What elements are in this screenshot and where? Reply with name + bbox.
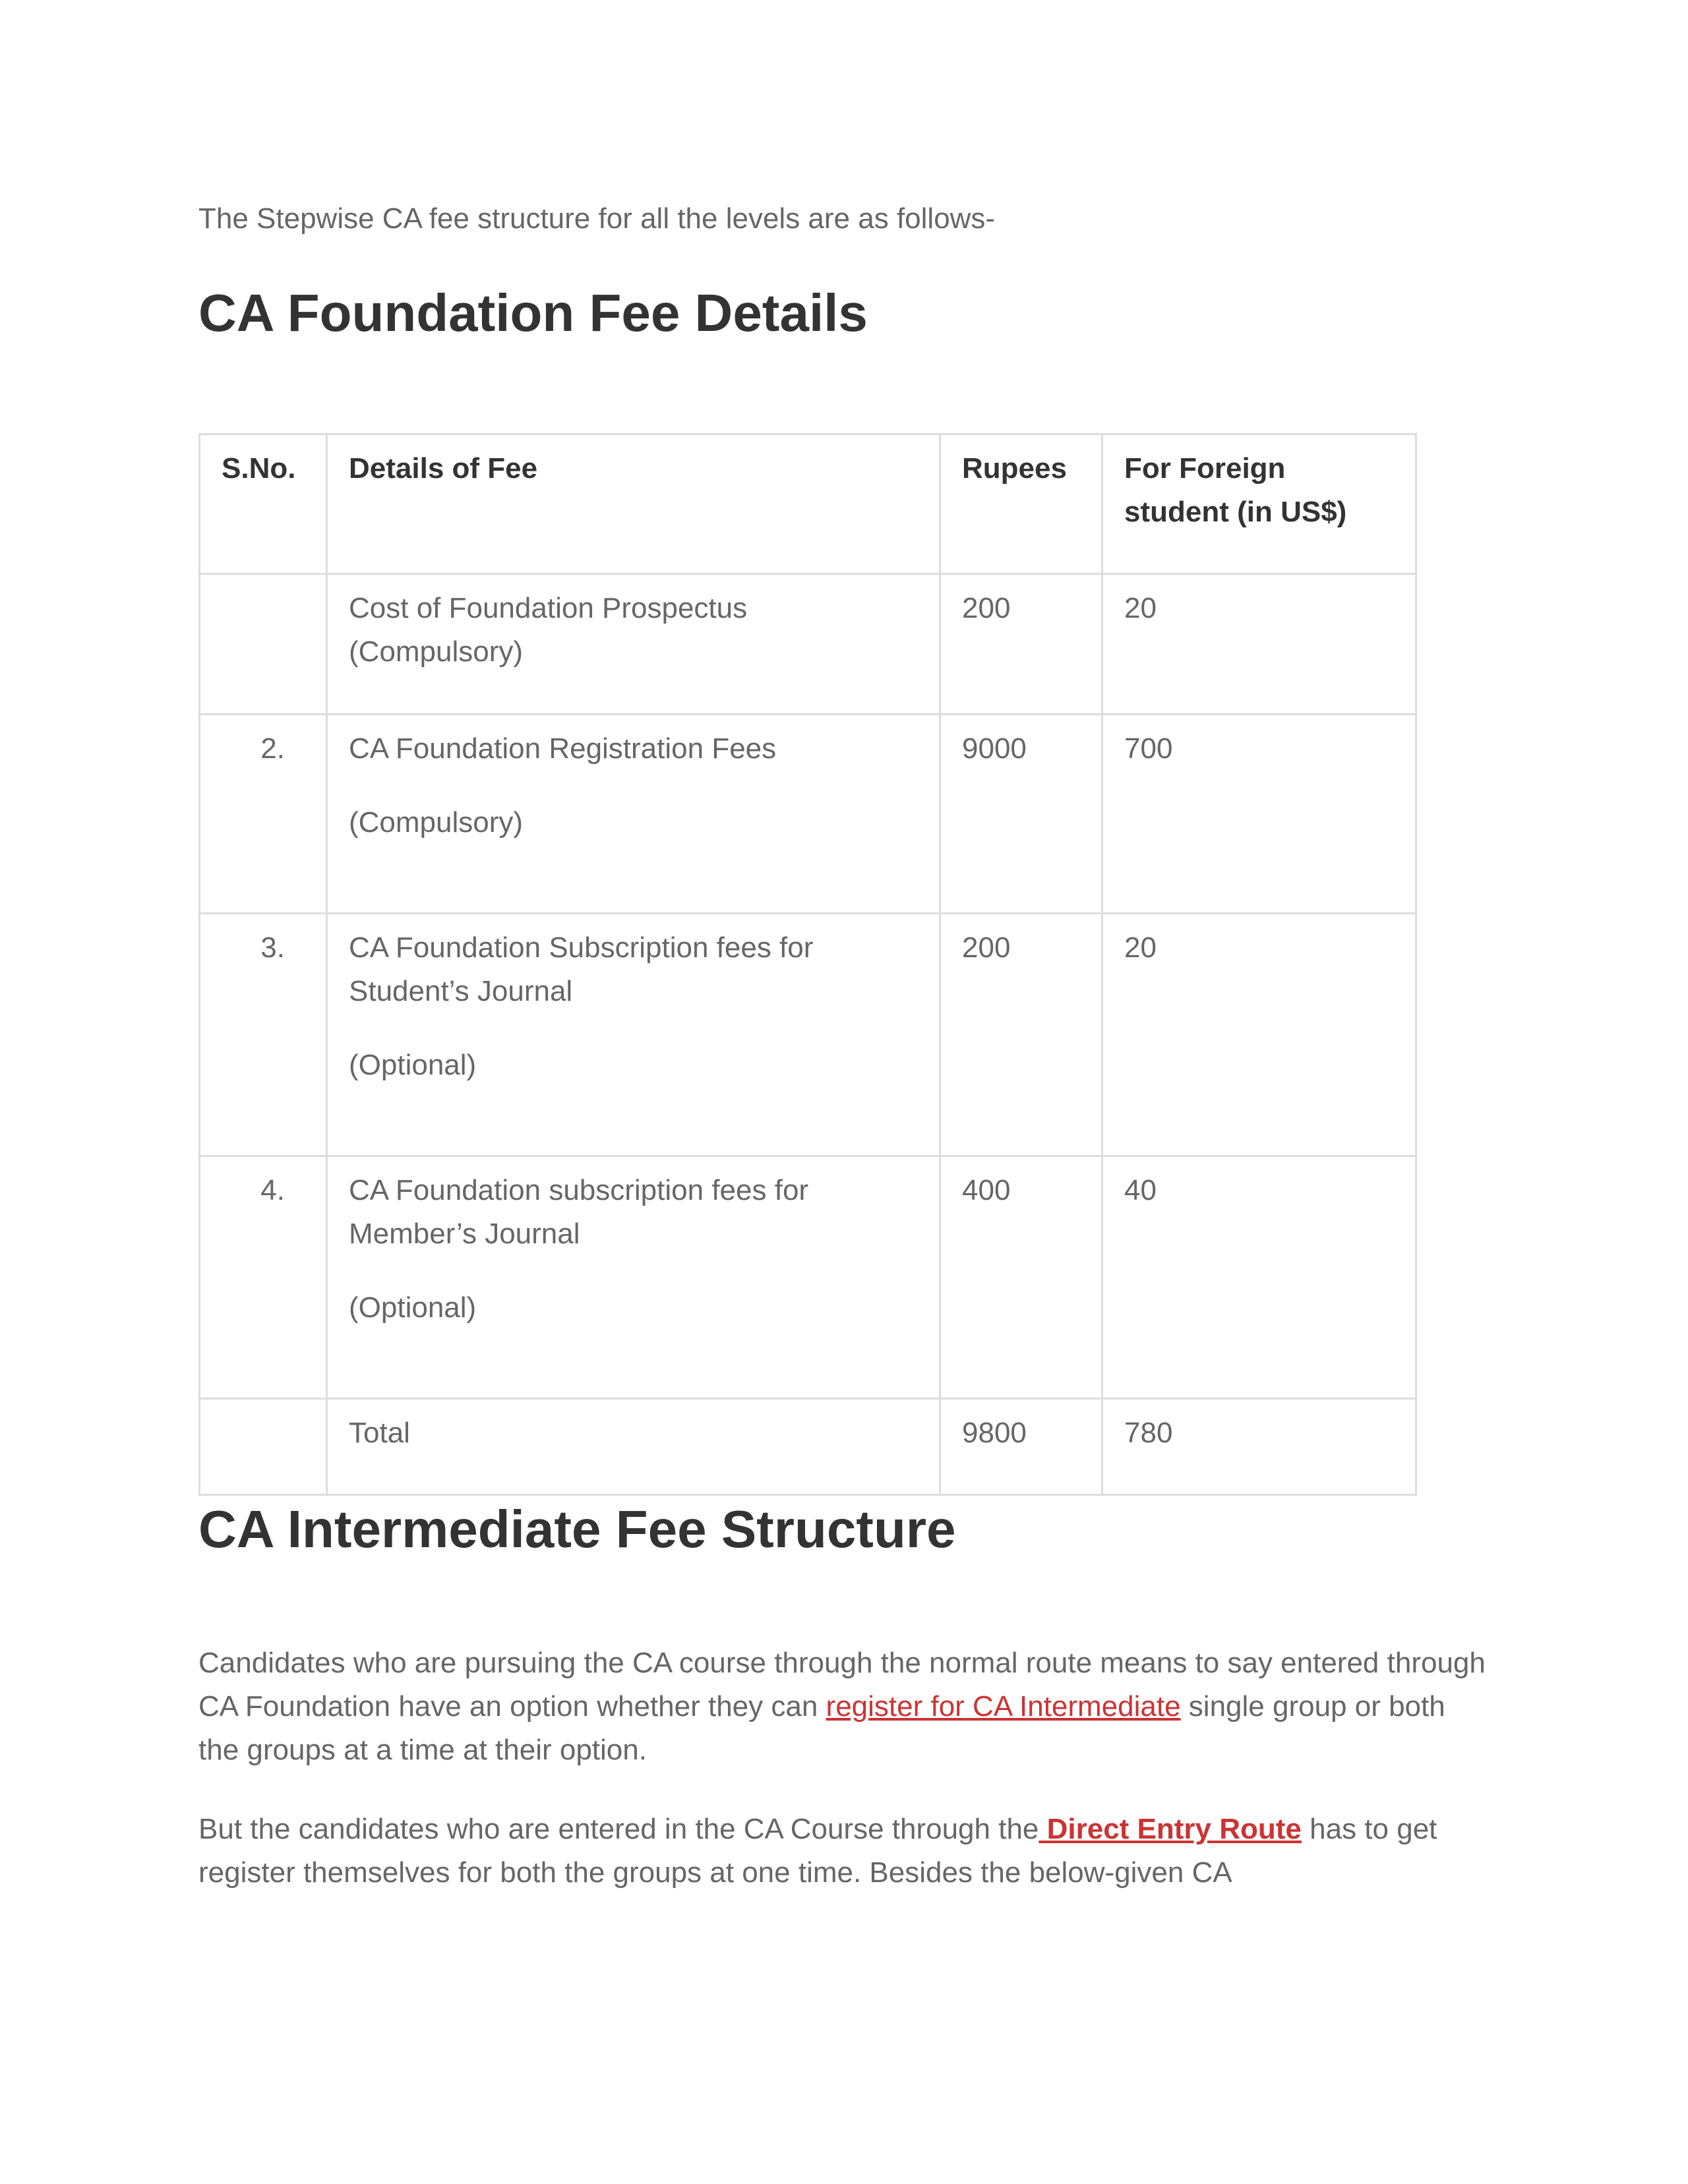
fee-name: CA Foundation subscription fees for Member’s Journal	[349, 1174, 809, 1250]
intermediate-paragraph-2	[198, 1808, 1491, 1895]
cell-foreign: 20	[1102, 574, 1416, 715]
table-total-row	[200, 1399, 1416, 1495]
header-details: Details of Fee	[327, 434, 940, 574]
header-foreign: For Foreign student (in US$)	[1102, 434, 1416, 574]
direct-entry-route-link[interactable]: Direct Entry Route	[1039, 1813, 1302, 1845]
table-header-row	[200, 434, 1416, 574]
cell-details	[327, 715, 940, 914]
cell-foreign: 700	[1102, 715, 1416, 914]
paragraph-text: has to get register themselves for both the groups at one time. Besides the below-given CA	[198, 1813, 1437, 1889]
table-row	[200, 715, 1416, 914]
register-ca-intermediate-link[interactable]: register for CA Intermediate	[826, 1690, 1181, 1723]
paragraph-text: Candidates who are pursuing the CA course through the normal route means to say entered through CA Foundation have an option whether they can	[198, 1647, 1486, 1723]
fee-note: (Compulsory)	[349, 635, 524, 668]
fee-note: (Optional)	[349, 1049, 477, 1081]
fee-name: Total	[349, 1417, 410, 1449]
header-rupees: Rupees	[940, 434, 1102, 574]
foundation-heading: CA Foundation Fee Details	[198, 283, 868, 342]
cell-rupees: 200	[940, 914, 1102, 1156]
table-row	[200, 574, 1416, 715]
cell-details	[327, 914, 940, 1156]
paragraph-text: But the candidates who are entered in the CA Course through the	[198, 1813, 1039, 1845]
fee-name: CA Foundation Registration Fees	[349, 732, 777, 765]
cell-sno	[200, 1399, 327, 1495]
cell-rupees: 200	[940, 574, 1102, 715]
fee-name: CA Foundation Subscription fees for Student’s Journal	[349, 931, 814, 1007]
cell-foreign: 40	[1102, 1156, 1416, 1399]
cell-rupees: 9800	[940, 1399, 1102, 1495]
cell-details	[327, 574, 940, 715]
cell-foreign: 780	[1102, 1399, 1416, 1495]
cell-sno	[200, 574, 327, 715]
cell-sno: 4.	[200, 1156, 327, 1399]
fee-name: Cost of Foundation Prospectus	[349, 592, 748, 624]
cell-details	[327, 1399, 940, 1495]
cell-rupees: 9000	[940, 715, 1102, 914]
intermediate-heading: CA Intermediate Fee Structure	[198, 1500, 956, 1558]
intermediate-paragraph-1	[198, 1641, 1491, 1772]
table-row	[200, 914, 1416, 1156]
fee-note: (Optional)	[349, 1291, 477, 1324]
header-sno: S.No.	[200, 434, 327, 574]
intro-text: The Stepwise CA fee structure for all the levels are as follows-	[198, 202, 996, 235]
cell-rupees: 400	[940, 1156, 1102, 1399]
fee-note: (Compulsory)	[349, 806, 524, 839]
foundation-fee-table	[198, 433, 1417, 1496]
cell-details	[327, 1156, 940, 1399]
table-row	[200, 1156, 1416, 1399]
cell-foreign: 20	[1102, 914, 1416, 1156]
paragraph-text: single group or both the groups at a time at their option.	[198, 1690, 1445, 1766]
cell-sno: 3.	[200, 914, 327, 1156]
cell-sno: 2.	[200, 715, 327, 914]
